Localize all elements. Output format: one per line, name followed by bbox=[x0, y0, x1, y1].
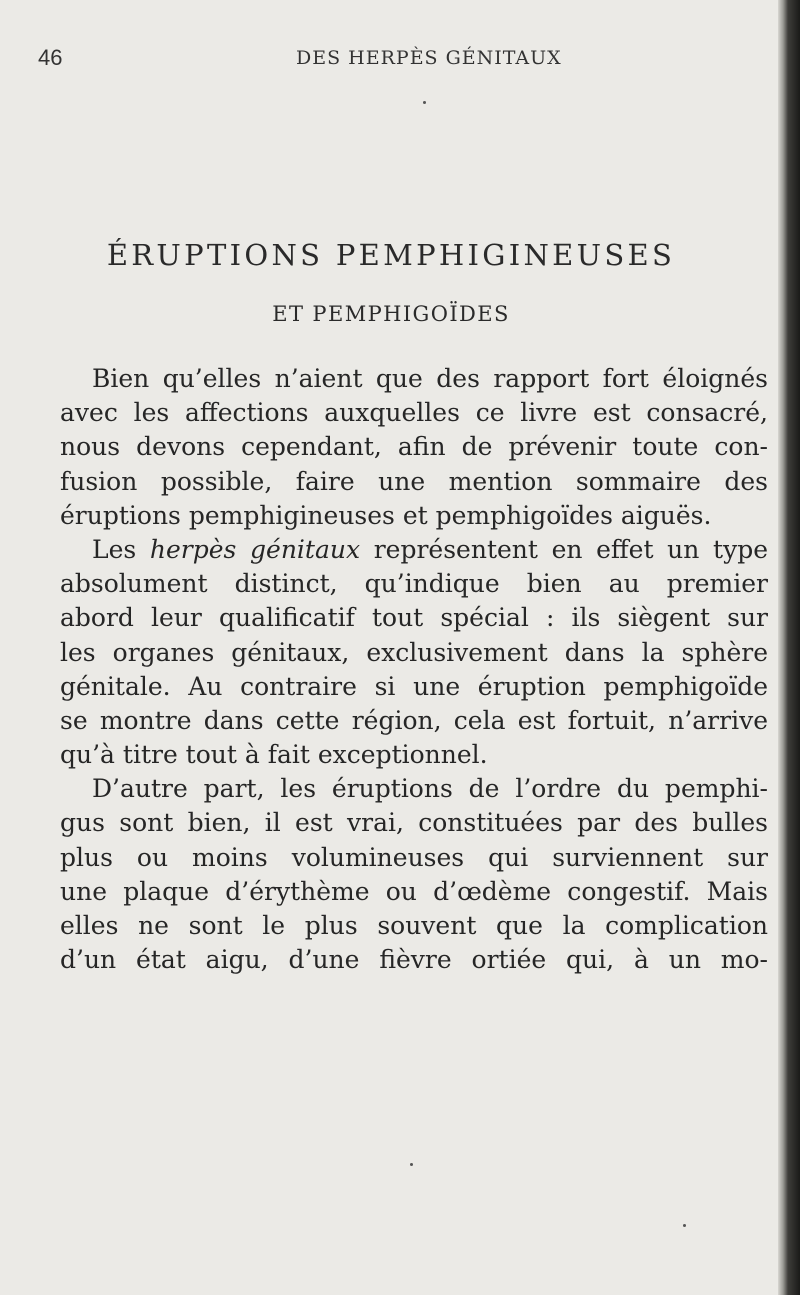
text-line: plus ou moins volumineuses qui surviennent sur bbox=[60, 842, 768, 872]
chapter-title: ÉRUPTIONS PEMPHIGINEUSES bbox=[106, 238, 676, 272]
text-span: représentent en effet un type bbox=[373, 534, 768, 564]
running-head bbox=[38, 45, 762, 77]
text-line: une plaque d’érythème ou d’œdème congestif. Mais bbox=[60, 876, 768, 906]
text-line: nous devons cependant, afin de prévenir toute con- bbox=[60, 432, 768, 462]
text-line: se montre dans cette région, cela est fortuit, n’arrive bbox=[60, 705, 768, 735]
running-title: DES HERPÈS GÉNITAUX bbox=[296, 47, 562, 69]
text-line: elles ne sont le plus souvent que la complication bbox=[60, 911, 768, 940]
ink-speck bbox=[423, 101, 426, 104]
text-line: d’un état aigu, d’une fièvre ortiée qui, à un mo- bbox=[60, 945, 768, 975]
ink-speck bbox=[410, 1163, 413, 1166]
body-text bbox=[60, 362, 768, 977]
text-span: Les bbox=[92, 534, 137, 564]
page-number: 46 bbox=[38, 45, 63, 70]
text-line: les organes génitaux, exclusivement dans la sphère bbox=[60, 637, 768, 667]
text-line: D’autre part, les éruptions de l’ordre du pemphi- bbox=[92, 774, 768, 804]
page-edge-shadow bbox=[778, 0, 800, 1295]
text-line: gus sont bien, il est vrai, constituées par des bulles bbox=[60, 808, 768, 838]
text-line: éruptions pemphigineuses et pemphigoïdes aiguës. bbox=[60, 500, 712, 530]
text-line-mixed bbox=[60, 533, 768, 567]
text-line: Bien qu’elles n’aient que des rapport fort éloignés bbox=[92, 364, 768, 393]
text-line: avec les affections auxquelles ce livre est consacré, bbox=[60, 398, 768, 428]
text-line: génitale. Au contraire si une éruption pemphigoïde bbox=[60, 671, 768, 701]
text-line: fusion possible, faire une mention sommaire des bbox=[60, 466, 768, 496]
text-line: absolument distinct, qu’indique bien au premier bbox=[60, 569, 768, 599]
chapter-subtitle: ET PEMPHIGOÏDES bbox=[272, 302, 510, 326]
italic-term: herpès génitaux bbox=[149, 534, 361, 564]
text-line: abord leur qualificatif tout spécial : ils siègent sur bbox=[60, 603, 768, 633]
text-line: qu’à titre tout à fait exceptionnel. bbox=[60, 740, 488, 770]
ink-speck bbox=[683, 1224, 686, 1227]
